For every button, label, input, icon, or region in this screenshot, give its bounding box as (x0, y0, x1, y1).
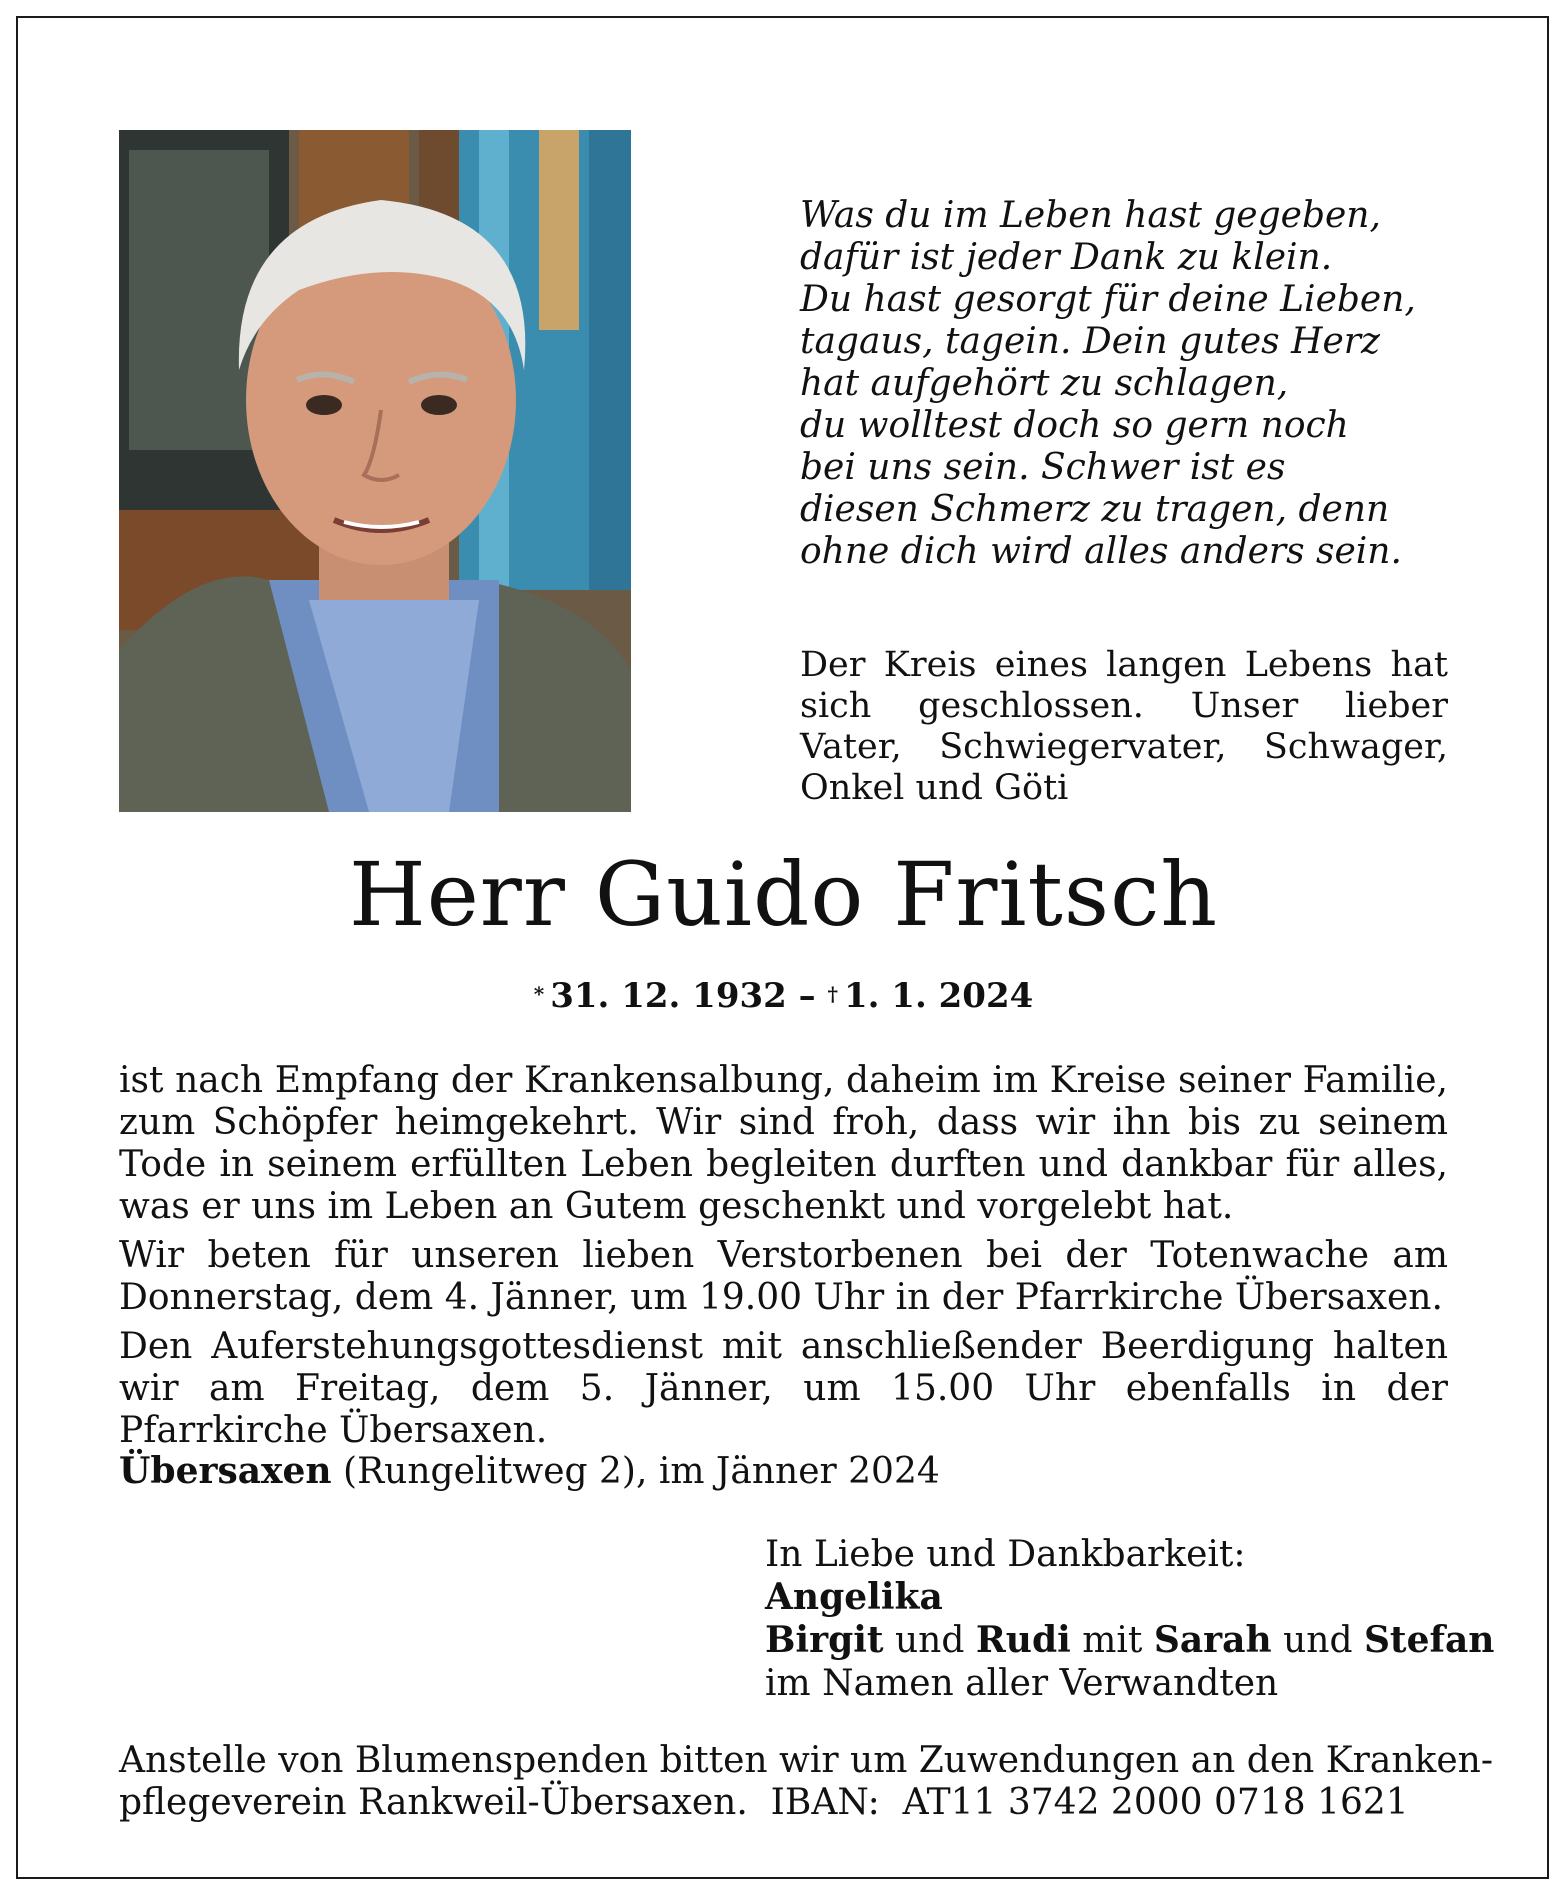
poem-line: dafür ist jeder Dank zu klein. (800, 237, 1333, 278)
death-date: 1. 1. 2024 (843, 976, 1034, 1016)
deceased-name: Herr Guido Fritsch (348, 843, 1219, 946)
conjunction: mit (1070, 1620, 1154, 1661)
conjunction: und (1271, 1620, 1364, 1661)
body-paragraph: Wir beten für unseren lieben Verstorbenen bei der Totenwache am Donnerstag, dem 4. Jänner, um 19.00 Uhr in der Pfarrkirche Übersaxen. (119, 1235, 1448, 1318)
poem-line: diesen Schmerz zu tragen, denn (800, 489, 1390, 530)
date-separator: – (798, 976, 816, 1016)
announcement-body (119, 1060, 1448, 1459)
mourner-name: Birgit (765, 1619, 884, 1661)
life-dates (0, 974, 1567, 1018)
place-date-line (119, 1450, 940, 1493)
address-date: (Rungelitweg 2), im Jänner 2024 (331, 1451, 940, 1492)
birth-date: 31. 12. 1932 (550, 976, 787, 1016)
poem-line: Was du im Leben hast gegeben, (800, 195, 1381, 236)
poem-line: hat aufgehört zu schlagen, (800, 363, 1289, 404)
town-name: Übersaxen (119, 1450, 332, 1492)
donation-note (119, 1740, 1493, 1824)
donation-line: pflegeverein Rankweil-Übersaxen. IBAN: AT11 3742 2000 0718 1621 (119, 1782, 1409, 1823)
portrait-photo (119, 130, 631, 812)
body-paragraph: Den Auferstehungsgottesdienst mit anschließender Beerdigung halten wir am Freitag, dem 5. Jänner, um 15.00 Uhr ebenfalls in der Pfarrkirche Übersaxen. (119, 1326, 1448, 1451)
signature-block (765, 1533, 1494, 1705)
poem-line: du wolltest doch so gern noch (800, 405, 1349, 446)
mourner-name: Sarah (1153, 1619, 1272, 1661)
poem-line: bei uns sein. Schwer ist es (800, 447, 1286, 488)
birth-symbol: * (533, 982, 545, 1006)
poem (800, 195, 1500, 573)
signature-intro: In Liebe und Dankbarkeit: (765, 1534, 1246, 1575)
conjunction: und (883, 1620, 976, 1661)
body-paragraph: ist nach Empfang der Krankensalbung, daheim im Kreise seiner Familie, zum Schöpfer heimgekehrt. Wir sind froh, dass wir ihn bis zu seinem Tode in seinem erfüllten Leben begleiten durften und dankbar für alles, was er uns im Leben an Gutem geschenkt und vorgelebt hat. (119, 1060, 1448, 1227)
mourner-name: Stefan (1363, 1619, 1495, 1661)
poem-line: ohne dich wird alles anders sein. (800, 531, 1402, 572)
poem-line: Du hast gesorgt für deine Lieben, (800, 279, 1416, 320)
intro-text: Der Kreis eines langen Lebens hat sich geschlossen. Unser lieber Vater, Schwiegervater, Schwager, Onkel und Göti (800, 645, 1448, 808)
death-symbol: † (827, 982, 838, 1006)
donation-line: Anstelle von Blumenspenden bitten wir um Zuwendungen an den Kranken- (119, 1740, 1493, 1781)
poem-line: tagaus, tagein. Dein gutes Herz (800, 321, 1380, 362)
signature-closing: im Namen aller Verwandten (765, 1663, 1279, 1704)
mourner-name: Rudi (975, 1619, 1071, 1661)
mourner-name: Angelika (765, 1576, 943, 1618)
